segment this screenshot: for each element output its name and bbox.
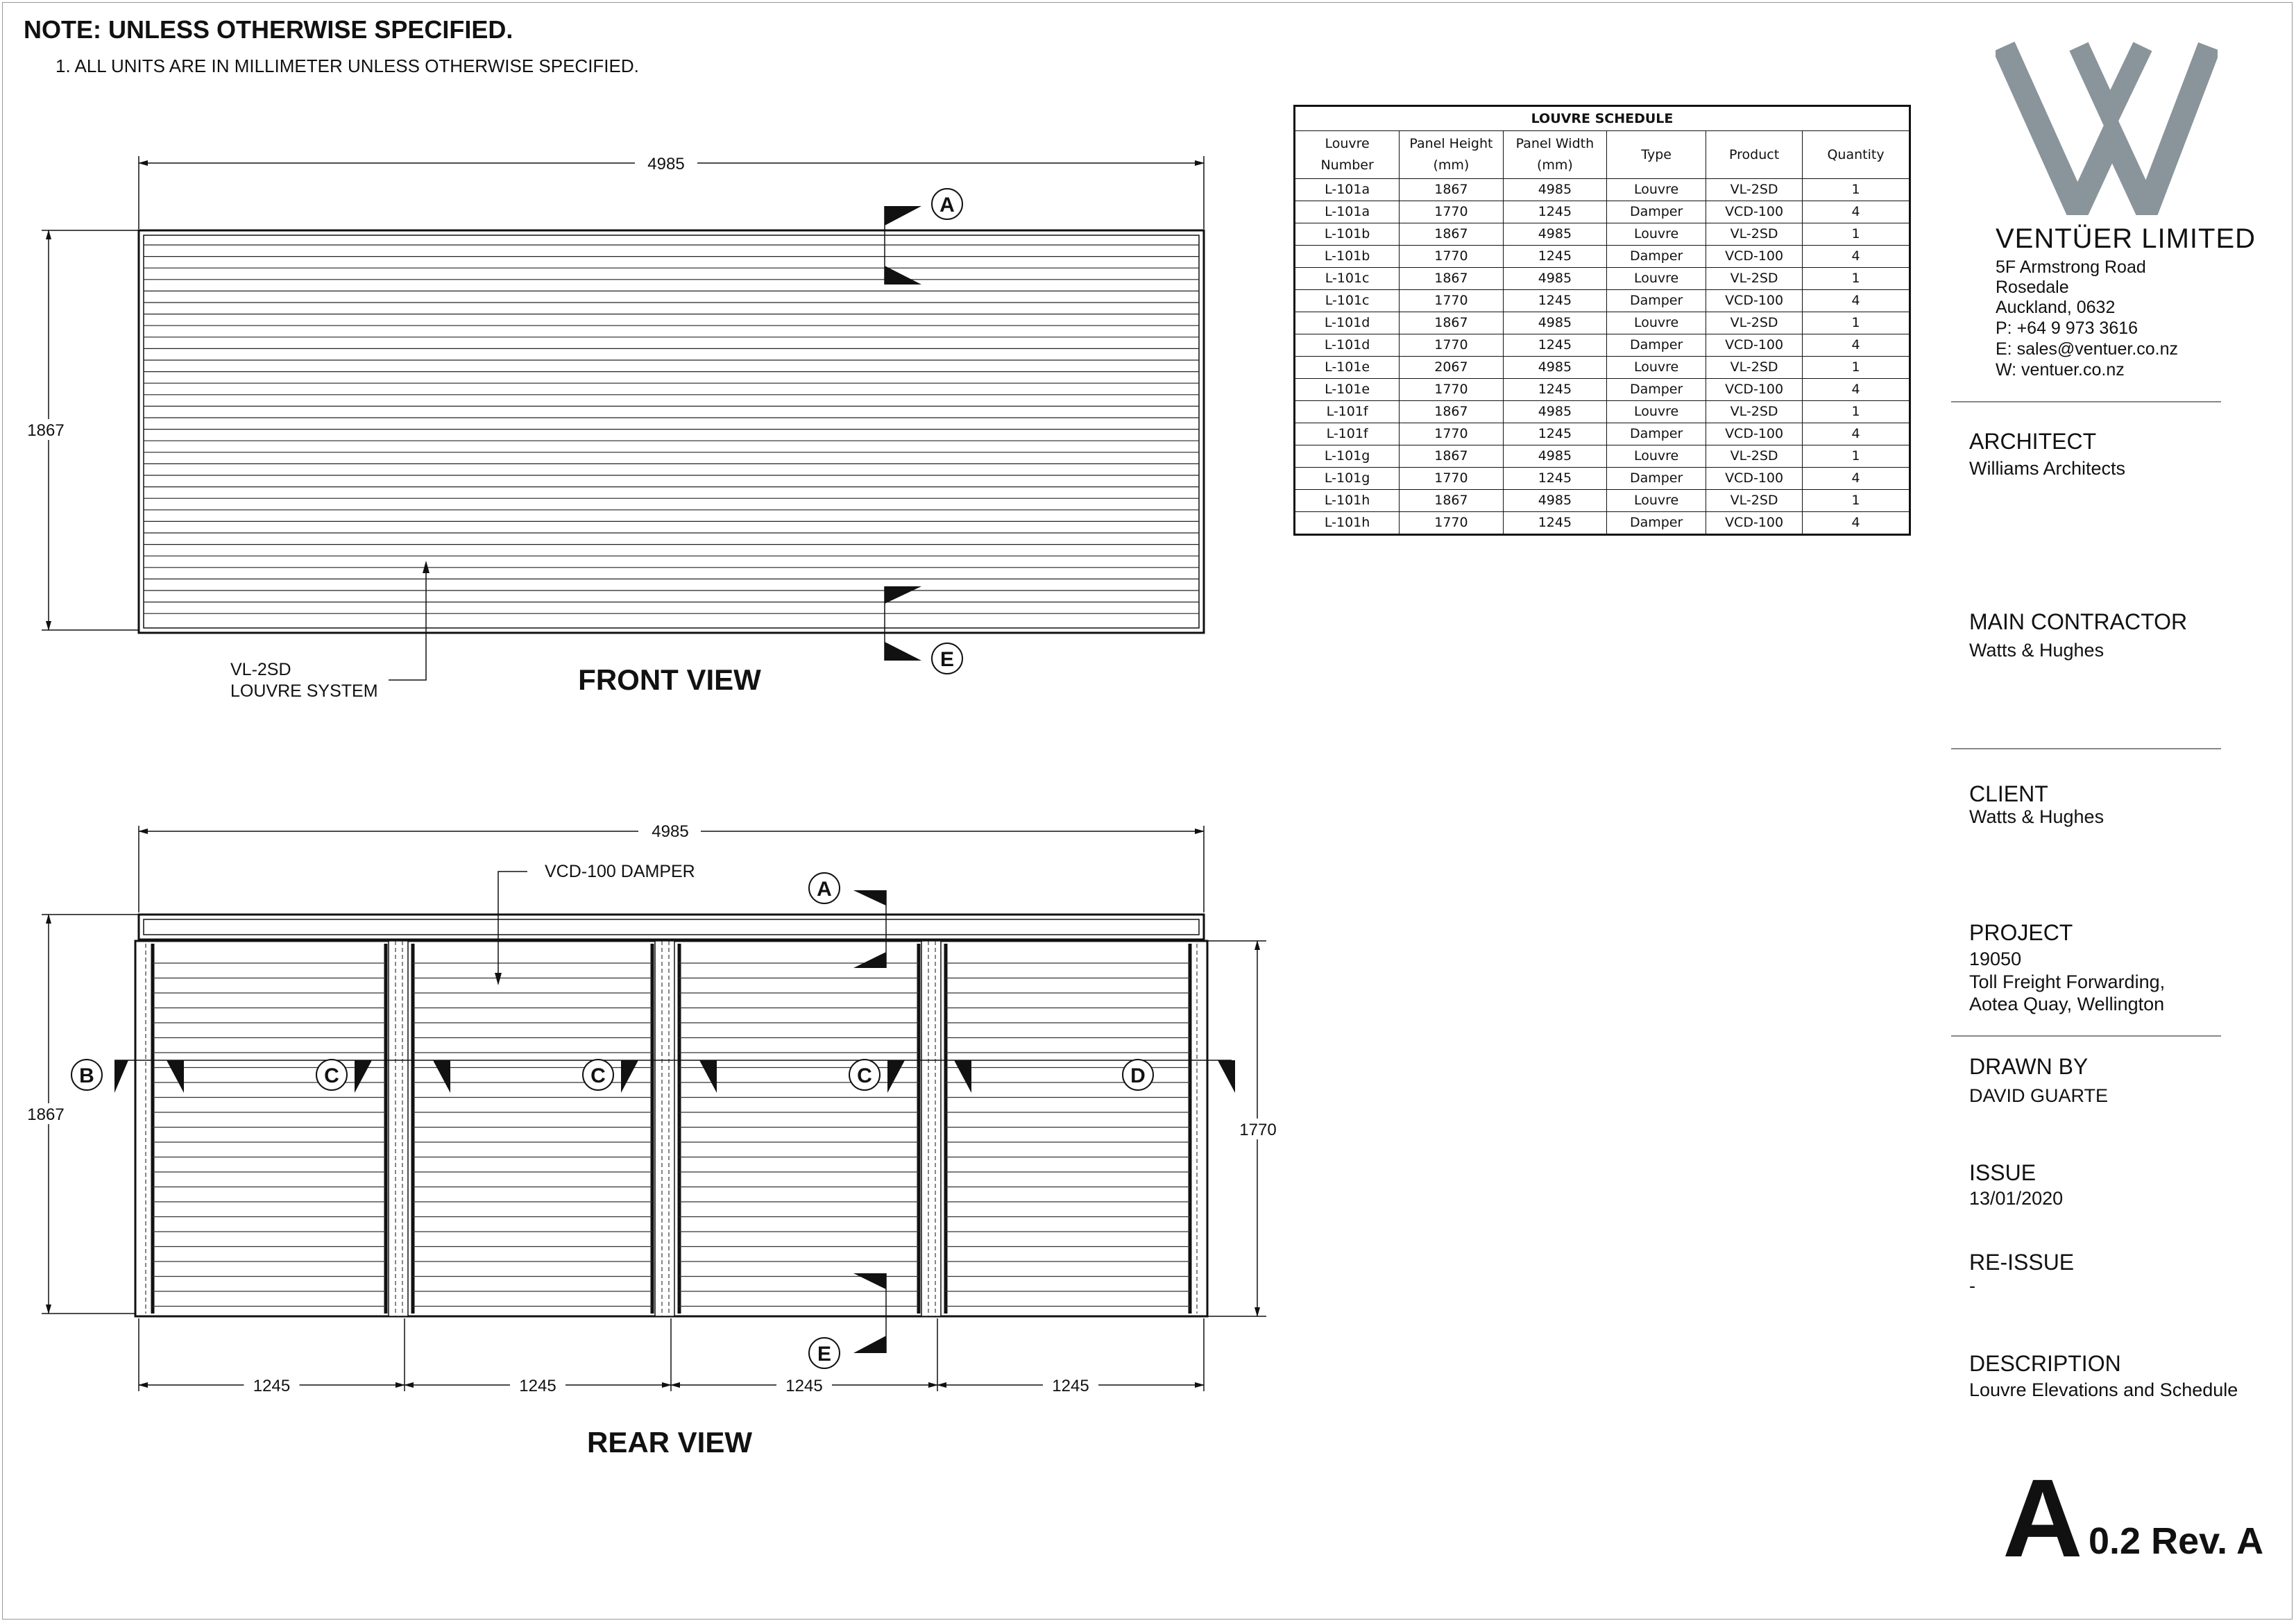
table-cell: Damper bbox=[1607, 290, 1706, 312]
panel-width-dimension: 1245 bbox=[519, 1377, 556, 1395]
panel-width-dimension: 1245 bbox=[785, 1377, 823, 1395]
table-cell: 4 bbox=[1803, 512, 1910, 535]
address-line: Auckland, 0632 bbox=[1996, 298, 2116, 317]
client-value: Watts & Hughes bbox=[1969, 806, 2104, 827]
table-cell: 1245 bbox=[1503, 379, 1606, 401]
table-cell: VCD-100 bbox=[1706, 468, 1803, 490]
table-cell: 1 bbox=[1803, 179, 1910, 201]
mullion bbox=[389, 941, 408, 1316]
section-marker-c-label: C bbox=[590, 1064, 606, 1087]
drawn-by-label: DRAWN BY bbox=[1969, 1054, 2089, 1079]
table-cell: 1 bbox=[1803, 490, 1910, 512]
table-cell: 1867 bbox=[1400, 268, 1503, 290]
table-cell: 4 bbox=[1803, 334, 1910, 357]
table-cell: 1245 bbox=[1503, 201, 1606, 223]
section-marker-b-rear bbox=[71, 1060, 128, 1093]
schedule-column-header: Quantity bbox=[1803, 131, 1910, 179]
table-row bbox=[1295, 490, 1910, 512]
table-cell: 1245 bbox=[1503, 512, 1606, 535]
schedule-column-header: Product bbox=[1706, 131, 1803, 179]
divider bbox=[1951, 401, 2221, 402]
table-cell: L-101f bbox=[1295, 423, 1400, 445]
table-cell: 1770 bbox=[1400, 201, 1503, 223]
sheet-number: 0.2 Rev. A bbox=[2089, 1520, 2264, 1562]
schedule-column-header: Panel Height (mm) bbox=[1400, 131, 1503, 179]
table-cell: 4985 bbox=[1503, 401, 1606, 423]
table-cell: VCD-100 bbox=[1706, 201, 1803, 223]
table-cell: Louvre bbox=[1607, 445, 1706, 468]
table-row bbox=[1295, 201, 1910, 223]
panel-width-dimension: 1245 bbox=[1052, 1377, 1089, 1395]
table-cell: L-101e bbox=[1295, 357, 1400, 379]
rear-width-dimension: 4985 bbox=[652, 822, 689, 841]
svg-text:B: B bbox=[79, 1064, 94, 1087]
table-cell: L-101c bbox=[1295, 290, 1400, 312]
table-cell: Damper bbox=[1607, 201, 1706, 223]
project-number: 19050 bbox=[1969, 949, 2022, 969]
table-cell: 1245 bbox=[1503, 423, 1606, 445]
description-value: Louvre Elevations and Schedule bbox=[1969, 1379, 2238, 1400]
table-cell: 4985 bbox=[1503, 312, 1606, 334]
table-row bbox=[1295, 268, 1910, 290]
table-row bbox=[1295, 401, 1910, 423]
table-cell: VCD-100 bbox=[1706, 334, 1803, 357]
table-cell: 1770 bbox=[1400, 379, 1503, 401]
table-cell: 1 bbox=[1803, 357, 1910, 379]
table-cell: 1867 bbox=[1400, 312, 1503, 334]
rear-view bbox=[21, 822, 1282, 1459]
table-cell: 1770 bbox=[1400, 423, 1503, 445]
louvre-schedule-table bbox=[1293, 105, 1911, 536]
table-cell: 1770 bbox=[1400, 290, 1503, 312]
table-cell: VL-2SD bbox=[1706, 268, 1803, 290]
table-cell: 1245 bbox=[1503, 246, 1606, 268]
client-label: CLIENT bbox=[1969, 781, 2048, 806]
table-cell: 1770 bbox=[1400, 334, 1503, 357]
table-cell: L-101a bbox=[1295, 179, 1400, 201]
table-cell: VCD-100 bbox=[1706, 379, 1803, 401]
note-item: 1. ALL UNITS ARE IN MILLIMETER UNLESS OTHERWISE SPECIFIED. bbox=[56, 56, 639, 76]
table-cell: VL-2SD bbox=[1706, 445, 1803, 468]
table-cell: Damper bbox=[1607, 423, 1706, 445]
table-cell: L-101b bbox=[1295, 246, 1400, 268]
project-name-line2: Aotea Quay, Wellington bbox=[1969, 994, 2165, 1014]
table-cell: L-101e bbox=[1295, 379, 1400, 401]
table-cell: L-101f bbox=[1295, 401, 1400, 423]
table-cell: L-101d bbox=[1295, 312, 1400, 334]
table-cell: L-101c bbox=[1295, 268, 1400, 290]
sheet-letter: A bbox=[2002, 1456, 2083, 1580]
table-row bbox=[1295, 357, 1910, 379]
damper-height-dimension: 1770 bbox=[1239, 1121, 1277, 1139]
table-cell: 1867 bbox=[1400, 401, 1503, 423]
table-cell: Damper bbox=[1607, 379, 1706, 401]
table-cell: 4985 bbox=[1503, 490, 1606, 512]
divider bbox=[1951, 1035, 2221, 1037]
table-cell: VL-2SD bbox=[1706, 223, 1803, 246]
front-width-dimension: 4985 bbox=[647, 155, 685, 173]
table-row bbox=[1295, 179, 1910, 201]
table-cell: 4 bbox=[1803, 379, 1910, 401]
table-cell: 4 bbox=[1803, 423, 1910, 445]
table-cell: VCD-100 bbox=[1706, 290, 1803, 312]
section-marker-c-label: C bbox=[857, 1064, 872, 1087]
front-view-title: FRONT VIEW bbox=[578, 663, 761, 696]
address-line: W: ventuer.co.nz bbox=[1996, 360, 2125, 380]
table-cell: 1245 bbox=[1503, 290, 1606, 312]
table-cell: 4 bbox=[1803, 201, 1910, 223]
address-line: P: +64 9 973 3616 bbox=[1996, 318, 2138, 338]
description-label: DESCRIPTION bbox=[1969, 1351, 2121, 1376]
table-cell: 1245 bbox=[1503, 468, 1606, 490]
table-cell: Damper bbox=[1607, 468, 1706, 490]
divider bbox=[1951, 748, 2221, 749]
mullion bbox=[655, 941, 674, 1316]
table-cell: VCD-100 bbox=[1706, 423, 1803, 445]
table-cell: VL-2SD bbox=[1706, 490, 1803, 512]
table-cell: 1 bbox=[1803, 445, 1910, 468]
schedule-column-header: Panel Width (mm) bbox=[1503, 131, 1606, 179]
project-name-line1: Toll Freight Forwarding, bbox=[1969, 971, 2166, 992]
table-cell: 4985 bbox=[1503, 223, 1606, 246]
table-cell: 4985 bbox=[1503, 179, 1606, 201]
company-name: VENTÜER LIMITED bbox=[1996, 223, 2256, 254]
table-cell: 1867 bbox=[1400, 223, 1503, 246]
table-cell: VCD-100 bbox=[1706, 246, 1803, 268]
reissue-value: - bbox=[1969, 1275, 1975, 1296]
table-cell: L-101h bbox=[1295, 512, 1400, 535]
table-cell: VL-2SD bbox=[1706, 357, 1803, 379]
table-cell: 1 bbox=[1803, 312, 1910, 334]
main-contractor-label: MAIN CONTRACTOR bbox=[1969, 609, 2188, 634]
svg-text:E: E bbox=[817, 1343, 832, 1366]
table-cell: VL-2SD bbox=[1706, 401, 1803, 423]
svg-text:A: A bbox=[939, 194, 955, 216]
table-row bbox=[1295, 379, 1910, 401]
project-label: PROJECT bbox=[1969, 920, 2073, 945]
architect-label: ARCHITECT bbox=[1969, 429, 2097, 454]
address-line: E: sales@ventuer.co.nz bbox=[1996, 339, 2179, 359]
table-cell: 1 bbox=[1803, 401, 1910, 423]
table-cell: L-101g bbox=[1295, 445, 1400, 468]
reissue-label: RE-ISSUE bbox=[1969, 1250, 2075, 1275]
panel-width-dimension: 1245 bbox=[253, 1377, 291, 1395]
table-cell: 1770 bbox=[1400, 468, 1503, 490]
table-cell: 4985 bbox=[1503, 445, 1606, 468]
table-cell: 4 bbox=[1803, 246, 1910, 268]
table-cell: 1867 bbox=[1400, 445, 1503, 468]
table-cell: L-101b bbox=[1295, 223, 1400, 246]
issue-value: 13/01/2020 bbox=[1969, 1188, 2064, 1209]
table-row bbox=[1295, 334, 1910, 357]
table-cell: Damper bbox=[1607, 246, 1706, 268]
architect-value: Williams Architects bbox=[1969, 458, 2126, 479]
table-cell: 1770 bbox=[1400, 246, 1503, 268]
front-louvre-label-line2: LOUVRE SYSTEM bbox=[230, 681, 378, 701]
table-cell: VL-2SD bbox=[1706, 312, 1803, 334]
section-marker-c-label: C bbox=[324, 1064, 339, 1087]
address-line: Rosedale bbox=[1996, 278, 2069, 297]
table-cell: Louvre bbox=[1607, 490, 1706, 512]
front-louvre-label-line1: VL-2SD bbox=[230, 660, 291, 679]
table-cell: 4985 bbox=[1503, 357, 1606, 379]
table-cell: Louvre bbox=[1607, 357, 1706, 379]
rear-height-dimension: 1867 bbox=[27, 1105, 65, 1124]
table-row bbox=[1295, 290, 1910, 312]
notes-title: NOTE: UNLESS OTHERWISE SPECIFIED. bbox=[24, 15, 513, 44]
table-cell: 1 bbox=[1803, 223, 1910, 246]
table-row bbox=[1295, 312, 1910, 334]
table-row bbox=[1295, 423, 1910, 445]
mullion bbox=[921, 941, 941, 1316]
table-cell: L-101a bbox=[1295, 201, 1400, 223]
ventuer-logo bbox=[1996, 38, 2218, 215]
table-cell: 4985 bbox=[1503, 268, 1606, 290]
table-cell: Louvre bbox=[1607, 401, 1706, 423]
table-row bbox=[1295, 246, 1910, 268]
section-marker-d-rear bbox=[1218, 1060, 1235, 1093]
front-view bbox=[21, 154, 1204, 701]
table-row bbox=[1295, 512, 1910, 535]
svg-text:A: A bbox=[817, 878, 832, 901]
table-cell: VCD-100 bbox=[1706, 512, 1803, 535]
damper-label: VCD-100 DAMPER bbox=[545, 862, 695, 881]
table-cell: Louvre bbox=[1607, 312, 1706, 334]
rear-view-title: REAR VIEW bbox=[586, 1426, 753, 1459]
table-cell: Louvre bbox=[1607, 223, 1706, 246]
table-cell: Louvre bbox=[1607, 268, 1706, 290]
table-cell: 1867 bbox=[1400, 179, 1503, 201]
table-row bbox=[1295, 223, 1910, 246]
address-line: 5F Armstrong Road bbox=[1996, 257, 2146, 277]
main-contractor-value: Watts & Hughes bbox=[1969, 640, 2104, 661]
table-cell: L-101d bbox=[1295, 334, 1400, 357]
panel-width-dimensions bbox=[139, 1318, 1204, 1395]
table-cell: VL-2SD bbox=[1706, 179, 1803, 201]
issue-label: ISSUE bbox=[1969, 1160, 2036, 1185]
table-cell: 1245 bbox=[1503, 334, 1606, 357]
table-cell: L-101h bbox=[1295, 490, 1400, 512]
schedule-caption: LOUVRE SCHEDULE bbox=[1295, 106, 1910, 131]
schedule-column-header: Type bbox=[1607, 131, 1706, 179]
table-row bbox=[1295, 445, 1910, 468]
section-marker-d-label: D bbox=[1130, 1064, 1146, 1087]
table-cell: 4 bbox=[1803, 290, 1910, 312]
front-height-dimension: 1867 bbox=[27, 421, 65, 440]
table-cell: Damper bbox=[1607, 512, 1706, 535]
table-cell: L-101g bbox=[1295, 468, 1400, 490]
table-cell: 1867 bbox=[1400, 490, 1503, 512]
table-cell: 2067 bbox=[1400, 357, 1503, 379]
table-cell: Louvre bbox=[1607, 179, 1706, 201]
svg-text:E: E bbox=[939, 648, 955, 671]
table-row bbox=[1295, 468, 1910, 490]
table-cell: 4 bbox=[1803, 468, 1910, 490]
table-cell: 1770 bbox=[1400, 512, 1503, 535]
drawn-by-value: DAVID GUARTE bbox=[1969, 1085, 2109, 1106]
table-cell: Damper bbox=[1607, 334, 1706, 357]
schedule-column-header: Louvre Number bbox=[1295, 131, 1400, 179]
table-cell: 1 bbox=[1803, 268, 1910, 290]
